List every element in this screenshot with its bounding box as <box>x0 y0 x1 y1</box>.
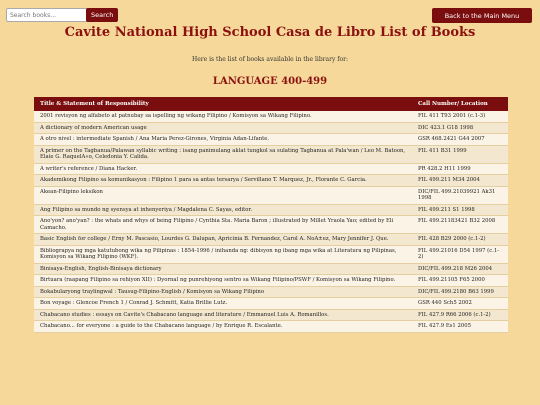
title-cell: Birtuara (raapang Filipino sa rehiyon XII) : Dyornal ng punrehiyong sentro sa Wikang Filipino/PSWF / Komisyon sa Wikang Filipino. <box>34 275 412 287</box>
call-number-cell: DIC/FIL 499.2180 B63 1999 <box>412 286 508 298</box>
table-row <box>34 175 508 187</box>
title-cell: Binisaya-English, English-Binisaya dictionary <box>34 263 412 275</box>
table-row <box>34 286 508 298</box>
book-table <box>34 97 508 333</box>
title-cell: Bon voyage : Glencoe French 1 / Conrad J. Schmitt, Katia Brillie Lutz. <box>34 298 412 310</box>
table-row <box>34 234 508 246</box>
title-cell: Chabacano studies : essays on Cavite's Chabacano language and literature / Emmanuel Luis A. Romanillos. <box>34 309 412 321</box>
call-number-cell: FIL 427.9 Es1 2005 <box>412 321 508 333</box>
title-cell: Bokabularyong traylingwal : Tausug-Filipino-English / Komisyon sa Wikang Filipino <box>34 286 412 298</box>
search-button[interactable]: Search <box>86 8 118 22</box>
table-row <box>34 275 508 287</box>
table-row <box>34 204 508 216</box>
call-number-cell: DIC/FIL 499.21039921 Ak31 1998 <box>412 186 508 204</box>
title-cell: Akademikong Filipino sa komunikasyon : Filipino 1 para sa antas tersarya / Servillano T. Marquez, Jr., Florante C. Garcia. <box>34 175 412 187</box>
call-number-cell: FIL 499.21016 D54 1997 (c.1-2) <box>412 245 508 263</box>
page-title: Cavite National High School Casa de Libro List of Books <box>64 25 476 40</box>
call-number-cell: FIL 499.21105 F65 2000 <box>412 275 508 287</box>
call-number-cell: FIL 427.9 R66 2006 (c.1-2) <box>412 309 508 321</box>
table-row <box>34 216 508 234</box>
call-number-cell: FIL 411 T93 2001 (c.1-3) <box>412 111 508 122</box>
title-cell: Bibliograpya ng mga katutubong wika ng Pilipinas : 1854-1996 / inihanda ng: dibisyon ng ibang mga wika at Literatura ng Pilipinas, Komisyon sa Wikang Filipino (WKF). <box>34 245 412 263</box>
top-bar <box>0 0 540 28</box>
table-body <box>34 111 508 332</box>
call-number-cell: FIL 499.21183421 B32 2008 <box>412 216 508 234</box>
table-row <box>34 186 508 204</box>
table-row <box>34 163 508 175</box>
call-number-cell: FIL 499.211 S1 1998 <box>412 204 508 216</box>
title-cell: Chabacano... for everyone : a guide to the Chabacano language / by Enrique R. Escalante. <box>34 321 412 333</box>
table-row <box>34 111 508 122</box>
title-cell: Ang Filipino sa mundo ng syensya at inhenyeriya / Magdalena C. Sayas, editor. <box>34 204 412 216</box>
title-cell: Basic English for college / Erny M. Pascasio, Lourdes G. Dalupan, Apricinia B. Fernandez, Carol A. NoA±ez, Mary Jennifer J. Que. <box>34 234 412 246</box>
call-number-cell: FIL 499.211 M34 2004 <box>412 175 508 187</box>
title-cell: A otro nivel : intermediate Spanish / Ana Maria Perez-Girones, Virginia Adan-Lifante. <box>34 134 412 146</box>
table-row <box>34 321 508 333</box>
title-cell: 2001 revisyon ng alfabeto at patnubay sa ispelling ng wikang Filipino / Komisyon sa Wikang Filipino. <box>34 111 412 122</box>
table-header-row <box>34 97 508 111</box>
call-number-cell: DIC 423.1 G18 1998 <box>412 122 508 134</box>
table-row <box>34 309 508 321</box>
table-row <box>34 145 508 163</box>
header-call-number: Call Number/ Location <box>412 97 508 111</box>
call-number-cell: DIC/FIL 499.218 M26 2004 <box>412 263 508 275</box>
header-title: Title & Statement of Responsibility <box>34 97 412 111</box>
call-number-cell: GSR 468.2421 G44 2007 <box>412 134 508 146</box>
table-row <box>34 134 508 146</box>
title-cell: Akean-Filipino leksikon <box>34 186 412 204</box>
call-number-cell: GSR 440 Sch5 2002 <box>412 298 508 310</box>
section-title: LANGUAGE 400-499 <box>212 76 328 87</box>
back-to-main-menu-button[interactable]: Back to the Main Menu <box>432 8 532 23</box>
call-number-cell: PR 428.2 H11 1999 <box>412 163 508 175</box>
search-input[interactable] <box>6 8 90 22</box>
call-number-cell: FIL 411 B31 1999 <box>412 145 508 163</box>
intro-text: Here is the list of books available in the library for: <box>191 56 349 63</box>
title-cell: A dictionary of modern American usage <box>34 122 412 134</box>
table-row <box>34 298 508 310</box>
title-cell: A primer on the Tagbanua/Palawan syllabic writing : isang panimulang aklat tungkol sa sulating Tagbanua at Pala'wan / Leo M. Batoon, Elaie G. RaquelA«o, Celedonia Y. Calida. <box>34 145 412 163</box>
title-cell: Ano'yon? ano'yan? : the whats and whys of being Filipino / Cynthia Sta. Maria Baron ; illustrated by Millet Yraola Yao; edited by Eli Camacho. <box>34 216 412 234</box>
table-row <box>34 263 508 275</box>
table-row <box>34 122 508 134</box>
title-cell: A writer's reference / Diana Hacker. <box>34 163 412 175</box>
table-row <box>34 245 508 263</box>
call-number-cell: FIL 428 B29 2000 (c.1-2) <box>412 234 508 246</box>
